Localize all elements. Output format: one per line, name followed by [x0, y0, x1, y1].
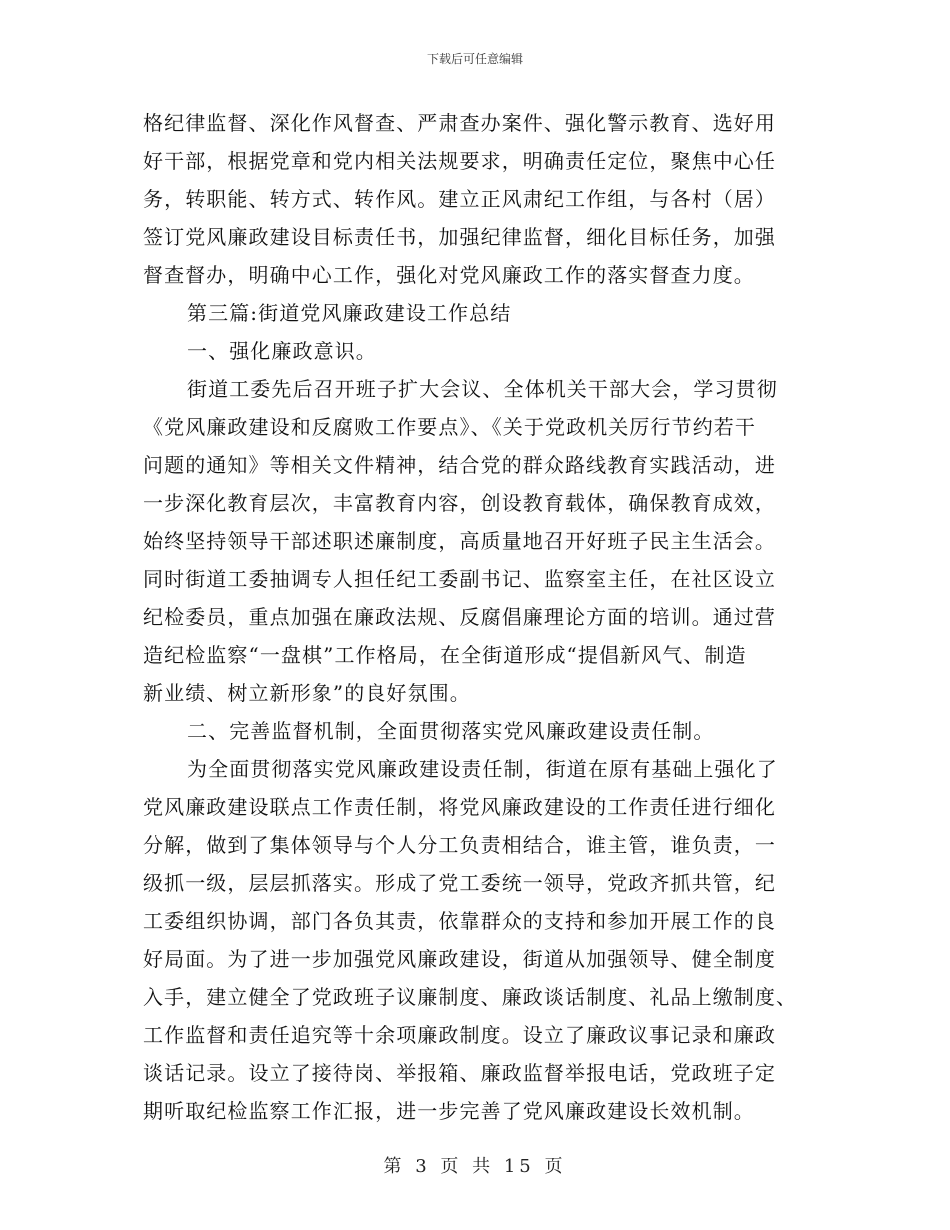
header-note: 下载后可任意编辑	[426, 52, 523, 66]
text-line: 务，转职能、转方式、转作风。建立正风肃纪工作组，与各村（居）	[143, 187, 776, 211]
text-line: 工作监督和责任追究等十余项廉政制度。设立了廉政议事记录和廉政	[143, 1023, 776, 1047]
text-line: 《党风廉政建设和反腐败工作要点》、《关于党政机关厉行节约若干	[143, 415, 756, 439]
text-line: 工委组织协调，部门各负其责，依靠群众的支持和参加开展工作的良	[143, 909, 776, 933]
text-line: 一步深化教育层次，丰富教育内容，创设教育载体，确保教育成效，	[143, 491, 776, 515]
text-line: 纪检委员，重点加强在廉政法规、反腐倡廉理论方面的培训。通过营	[143, 605, 776, 629]
text-line: 为全面贯彻落实党风廉政建设责任制，街道在原有基础上强化了	[187, 757, 778, 781]
text-line: 督查督办，明确中心工作，强化对党风廉政工作的落实督查力度。	[143, 263, 755, 287]
text-line: 好干部，根据党章和党内相关法规要求，明确责任定位，聚焦中心任	[143, 149, 776, 173]
text-line: 级抓一级，层层抓落实。形成了党工委统一领导，党政齐抓共管，纪	[143, 871, 776, 895]
text-line: 分解，做到了集体领导与个人分工负责相结合，谁主管，谁负责，一	[143, 833, 776, 857]
body-text	[143, 104, 803, 1130]
text-line: 第三篇:街道党风廉政建设工作总结	[187, 301, 512, 325]
text-line: 入手，建立健全了党政班子议廉制度、廉政谈话制度、礼品上缴制度、	[143, 985, 798, 1009]
text-line: 二、完善监督机制，全面贯彻落实党风廉政建设责任制。	[187, 719, 715, 743]
text-line: 好局面。为了进一步加强党风廉政建设，街道从加强领导、健全制度	[143, 947, 776, 971]
text-line: 谈话记录。设立了接待岗、举报箱、廉政监督举报电话，党政班子定	[143, 1061, 776, 1085]
text-line: 一、强化廉政意识。	[187, 339, 377, 363]
text-line: 问题的通知》等相关文件精神，结合党的群众路线教育实践活动，进	[143, 453, 776, 477]
text-line: 期听取纪检监察工作汇报，进一步完善了党风廉政建设长效机制。	[143, 1099, 755, 1123]
text-line: 始终坚持领导干部述职述廉制度，高质量地召开好班子民主生活会。	[143, 529, 776, 553]
text-line: 签订党风廉政建设目标责任书，加强纪律监督，细化目标任务，加强	[143, 225, 776, 249]
page-number-footer: 第 3 页 共 15 页	[383, 1156, 567, 1177]
text-line: 党风廉政建设联点工作责任制，将党风廉政建设的工作责任进行细化	[143, 795, 776, 819]
text-line: 同时街道工委抽调专人担任纪工委副书记、监察室主任，在社区设立	[143, 567, 776, 591]
text-line: 造纪检监察“一盘棋”工作格局，在全街道形成“提倡新风气、制造	[143, 643, 747, 667]
text-line: 格纪律监督、深化作风督查、严肃查办案件、强化警示教育、选好用	[143, 111, 776, 135]
text-line: 新业绩、树立新形象”的良好氛围。	[143, 681, 471, 705]
text-line: 街道工委先后召开班子扩大会议、全体机关干部大会，学习贯彻	[187, 377, 778, 401]
